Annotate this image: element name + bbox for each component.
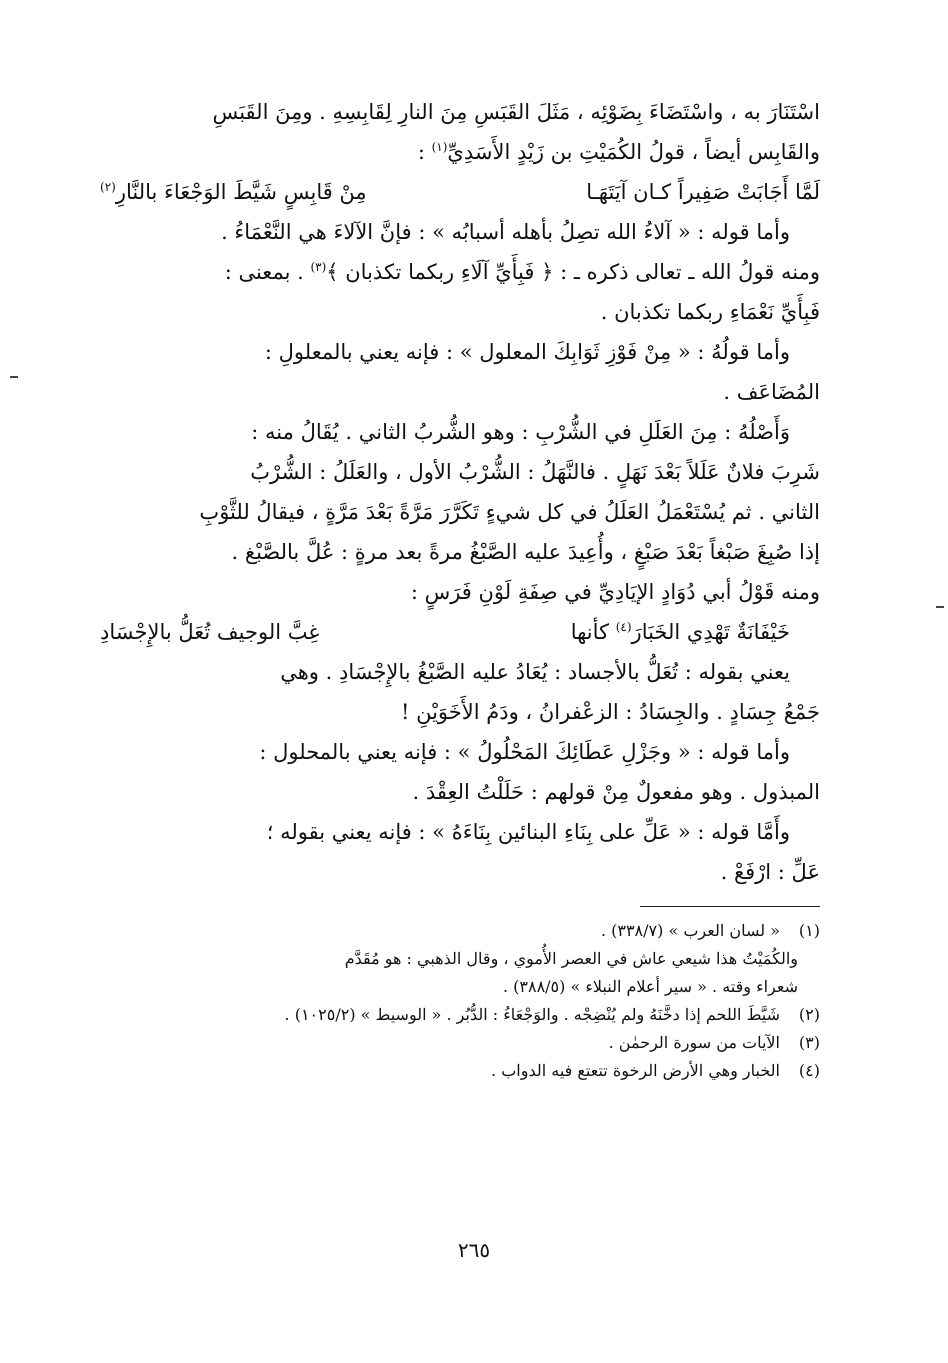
text-line: يعني بقوله : تُعَلُّ بالأجساد : يُعَادُ عليه الصَّبْغُ بالإِجْسَادِ . وهي xyxy=(280,660,790,684)
footnote-marker: (٤) xyxy=(615,620,632,634)
footnote-marker: (٢) xyxy=(100,180,116,194)
footnotes xyxy=(100,917,820,1085)
text-line: والقَابِس أيضاً ، قولُ الكُمَيْتِ بن زَيْدٍ الأَسَدِيِّ$^{(١)}$ : xyxy=(417,140,820,164)
text-line: المبذول . وهو مفعولٌ مِنْ قولهم : حَلَلْتُ العِقْدَ . xyxy=(412,780,820,804)
margin-tick xyxy=(936,606,944,608)
footnote-number: (٤) xyxy=(798,1061,820,1080)
verse-hemistich-left: مِنْ قَابِسٍ شَيَّطَ الوَجْعَاءَ بالنَّارِ$^{(٢)}$ xyxy=(100,180,367,204)
text-line: ومنه قولُ الله ـ تعالى ذكره ـ : ﴿ فَبِأَيِّ آلَاءِ ربكما تكذبان ﴾$^{(٣)}$ . بمعنى : xyxy=(224,260,820,284)
text-line: جَمْعُ جِسَادٍ . والجِسَادُ : الزعْفرانُ ، ودَمُ الأَخَوَيْنِ ! xyxy=(400,700,820,724)
text-line: عَلِّ : ارْفَعْ . xyxy=(720,860,820,884)
margin-tick xyxy=(10,376,18,378)
footnote: شعراء وقته . « سير أعلام النبلاء » (٣٨٨/٥) . xyxy=(502,977,798,996)
footnote-marker: (٣) xyxy=(310,260,327,274)
page-body xyxy=(100,92,820,1085)
text-line: وأما قوله : « آلاءُ الله تصِلُ بأهله أسبابُه » : فإنَّ الآلاءَ هي النَّعْمَاءُ . xyxy=(221,220,790,244)
text-line: وأَمَّا قوله : « عَلِّ على بِنَاءِ البنائين بِنَاءَهُ » : فإنه يعني بقوله ؛ xyxy=(266,820,790,844)
verse-line xyxy=(100,172,820,212)
footnote: (٢)شَيَّطَ اللحم إذا دخَّنَهُ ولم يُنْضِجْه . والوَجْعَاءُ : الدُّبُر . « الوسيط » (١٠٢٥/٢) . xyxy=(100,1001,820,1029)
text-line: وأما قولُهُ : « مِنْ فَوْزِ ثَوَابِكَ المعلول » : فإنه يعني بالمعلولِ : xyxy=(264,340,790,364)
text-line: اسْتَنَارَ به ، واسْتَضَاءَ بِضَوْئِه ، مَثَلَ القَبَسِ مِنَ النارِ لِقَابِسِهِ . ومِنَ القَبَسِ xyxy=(212,100,820,124)
text-line: وَأَصْلُهُ : مِنَ العَلَلِ في الشُّرْبِ : وهو الشُّربُ الثاني . يُقَالُ منه : xyxy=(251,420,790,444)
text-line: الثاني . ثم يُسْتَعْمَلُ العَلَلُ في كل شيءٍ تَكَرَّرَ مَرَّةً بَعْدَ مَرَّةٍ ، فيقالُ للثَّوْبِ xyxy=(199,500,820,524)
footnote: (٣)الآيات من سورة الرحمٰن . xyxy=(100,1029,820,1057)
verse-hemistich-left: غِبَّ الوجيف تُعَلُّ بالإِجْسَادِ xyxy=(100,620,320,644)
footnote-separator xyxy=(640,906,820,907)
verse-line xyxy=(100,612,820,652)
page-number: ٢٦٥ xyxy=(457,1238,491,1262)
footnote-number: (٢) xyxy=(798,1005,820,1024)
footnote-number: (١) xyxy=(798,921,820,940)
text-line: وأما قوله : « وجَزْلِ عَطَائِكَ المَحْلُولُ » : فإنه يعني بالمحلول : xyxy=(259,740,790,764)
text-line: المُضَاعَف . xyxy=(723,380,820,404)
footnote: (١)« لسان العرب » (٣٣٨/٧) . xyxy=(100,917,820,945)
footnote: (٤)الخبار وهي الأرض الرخوة تتعتع فيه الدواب . xyxy=(100,1057,820,1085)
footnote-marker: (١) xyxy=(431,140,448,154)
text-line: ومنه قَوْلُ أبي دُوَادٍ الإيَادِيِّ في صِفَةِ لَوْنِ فَرَسٍ : xyxy=(410,580,820,604)
text-line: إذا صُبِغَ صَبْغاً بَعْدَ صَبْغٍ ، وأُعِيدَ عليه الصَّبْغُ مرةً بعد مرةٍ : عُلَّ بالصَّبْغ . xyxy=(231,540,820,564)
text-line: فَبِأَيِّ نَعْمَاءِ ربكما تكذبان . xyxy=(600,300,820,324)
verse-hemistich-right: لَمَّا أَجَابَتْ صَفِيراً كـان آيَتَهَـا xyxy=(586,180,820,204)
main-text xyxy=(100,92,820,892)
verse-hemistich-right: خَيْفَانَةٌ تَهْدِي الخَبَارَ$^{(٤)}$ كأنها xyxy=(570,620,790,644)
text-line: شَرِبَ فلانٌ عَلَلاً بَعْدَ نَهَلٍ . فالنَّهَلُ : الشُّرْبُ الأول ، والعَلَلُ : الشُّرْبُ xyxy=(250,460,820,484)
footnote: والكُمَيْتُ هذا شيعي عاش في العصر الأُموي ، وقال الذهبي : هو مُقَدَّم xyxy=(344,949,798,968)
footnote-number: (٣) xyxy=(798,1033,820,1052)
